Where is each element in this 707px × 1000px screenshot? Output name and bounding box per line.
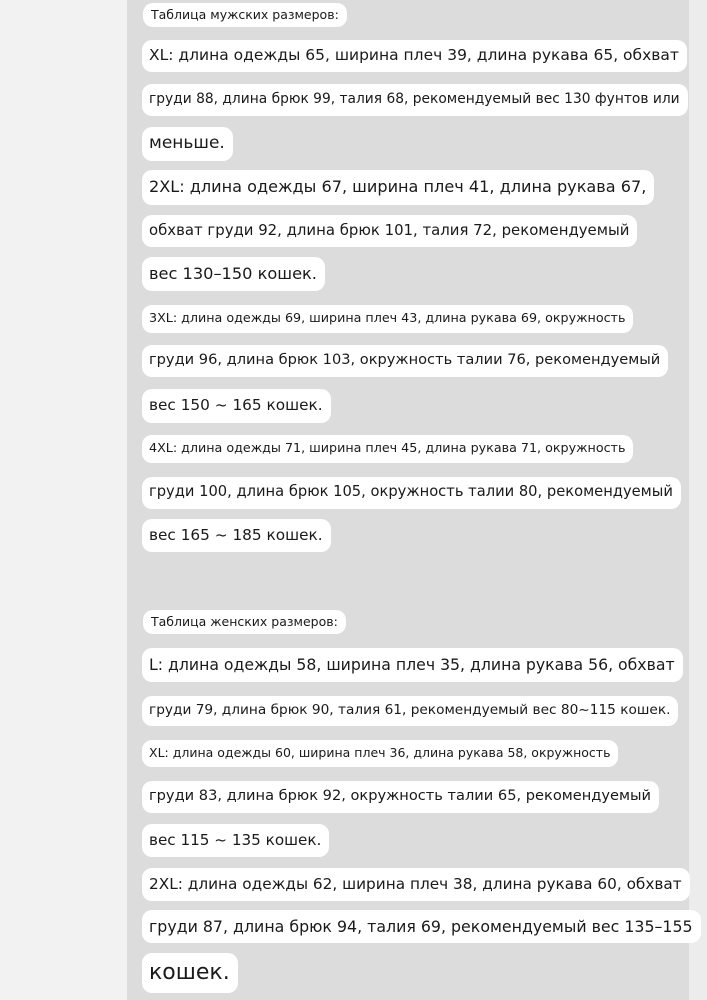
- men-line-3: меньше.: [142, 127, 233, 161]
- men-line-11: груди 100, длина брюк 105, окружность талии 80, рекомендуемый: [142, 477, 681, 509]
- men-line-8: груди 96, длина брюк 103, окружность талии 76, рекомендуемый: [142, 345, 668, 377]
- women-line-2: груди 79, длина брюк 90, талия 61, рекомендуемый вес 80~115 кошек.: [142, 696, 678, 726]
- men-line-5: обхват груди 92, длина брюк 101, талия 72, рекомендуемый: [142, 215, 637, 247]
- women-line-5: вес 115 ~ 135 кошек.: [142, 824, 329, 857]
- women-line-4: груди 83, длина брюк 92, окружность талии 65, рекомендуемый: [142, 781, 659, 813]
- women-line-1: L: длина одежды 58, ширина плеч 35, длина рукава 56, обхват: [142, 648, 683, 682]
- women-line-8: кошек.: [142, 953, 238, 993]
- men-line-1: XL: длина одежды 65, ширина плеч 39, длина рукава 65, обхват: [142, 40, 687, 72]
- right-edge-strip: [689, 0, 707, 1000]
- men-line-7: 3XL: длина одежды 69, ширина плеч 43, длина рукава 69, окружность: [142, 305, 633, 333]
- men-line-2: груди 88, длина брюк 99, талия 68, рекомендуемый вес 130 фунтов или: [142, 84, 688, 116]
- men-line-6: вес 130–150 кошек.: [142, 257, 325, 291]
- men-line-12: вес 165 ~ 185 кошек.: [142, 519, 331, 552]
- women-line-7: груди 87, длина брюк 94, талия 69, рекомендуемый вес 135–155: [142, 910, 701, 943]
- men-line-10: 4XL: длина одежды 71, ширина плеч 45, длина рукава 71, окружность: [142, 435, 633, 463]
- women-line-3: XL: длина одежды 60, ширина плеч 36, длина рукава 58, окружность: [142, 740, 618, 767]
- men-line-4: 2XL: длина одежды 67, ширина плеч 41, длина рукава 67,: [142, 170, 654, 205]
- men-size-title: Таблица мужских размеров:: [143, 3, 347, 27]
- men-line-9: вес 150 ~ 165 кошек.: [142, 389, 331, 423]
- women-size-title: Таблица женских размеров:: [143, 610, 346, 634]
- women-line-6: 2XL: длина одежды 62, ширина плеч 38, длина рукава 60, обхват: [142, 868, 690, 901]
